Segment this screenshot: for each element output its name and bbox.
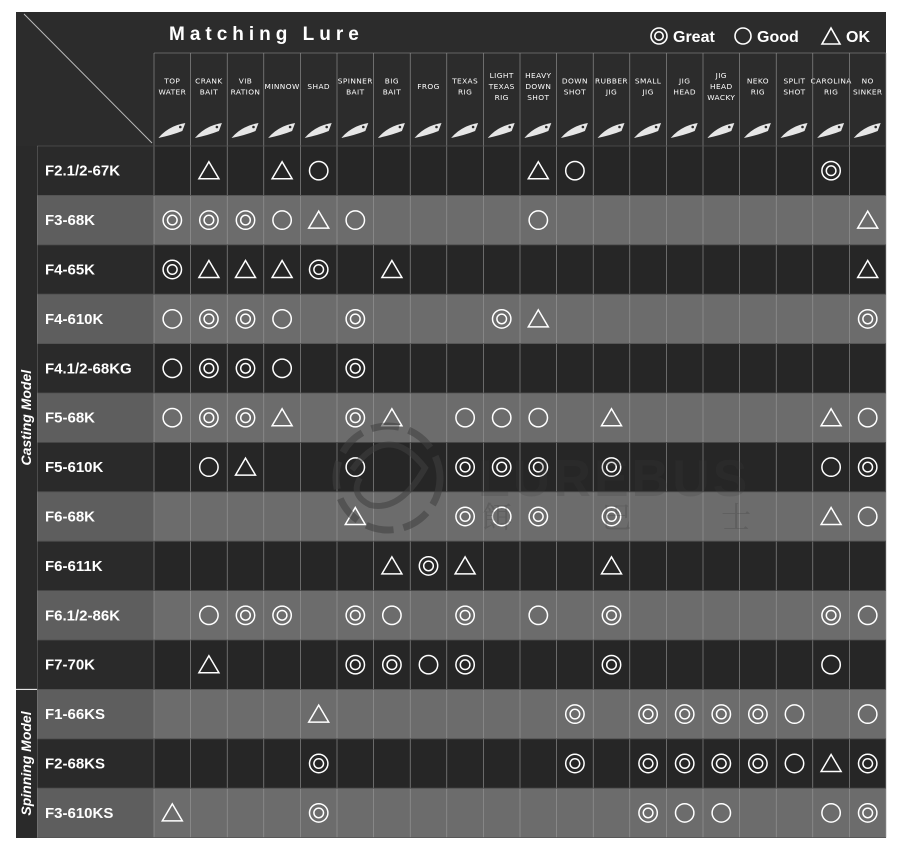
column-label: MINNOW — [264, 82, 300, 91]
model-name: F6-68K — [45, 508, 96, 526]
lure-icon-eye — [252, 126, 255, 129]
row-background — [37, 591, 886, 640]
table-row — [37, 294, 886, 343]
column-label: RIG — [494, 93, 509, 102]
group-label — [16, 146, 37, 689]
column-label: HEAVY — [525, 71, 552, 80]
table-row — [37, 245, 886, 294]
model-name: F2-68KS — [45, 755, 106, 773]
model-name: F6.1/2-86K — [45, 607, 121, 625]
column-label: JIG — [679, 76, 691, 86]
model-name: F7-70K — [45, 656, 96, 674]
column-label: JIG — [715, 71, 727, 80]
table-row — [37, 541, 886, 590]
lure-icon-eye — [472, 126, 475, 129]
table-row — [37, 195, 886, 244]
lure-icon-eye — [691, 126, 694, 129]
table-row — [37, 689, 886, 738]
chart-title: Matching Lure — [169, 24, 364, 45]
legend-label-ok: OK — [846, 29, 870, 46]
row-background — [37, 294, 886, 343]
row-background — [37, 788, 886, 837]
column-label: HEAD — [673, 87, 696, 97]
lure-icon-eye — [545, 126, 548, 129]
legend-label-good: Good — [757, 29, 799, 46]
column-label: VIB — [238, 76, 253, 86]
lure-icon-eye — [618, 126, 621, 129]
column-label: FROG — [417, 82, 440, 91]
lure-icon-eye — [655, 126, 658, 129]
column-label: TEXAS — [488, 82, 515, 91]
column-label: CRANK — [195, 76, 223, 86]
column-label: SHOT — [563, 87, 586, 97]
lure-icon-eye — [399, 126, 402, 129]
table-row — [37, 393, 886, 442]
row-background — [37, 245, 886, 294]
lure-icon-eye — [801, 126, 804, 129]
group-label — [16, 689, 37, 837]
row-background — [37, 146, 886, 195]
column-label: JIG — [642, 87, 654, 97]
table-row — [37, 640, 886, 689]
column-label: DOWN — [525, 82, 552, 91]
column-label: BAIT — [382, 87, 402, 97]
model-name: F3-68K — [45, 212, 96, 230]
lure-icon-eye — [179, 126, 182, 129]
row-background — [37, 393, 886, 442]
lure-icon-eye — [508, 126, 511, 129]
column-label: SHOT — [783, 87, 806, 97]
column-label: HEAD — [710, 82, 733, 91]
model-name: F1-66KS — [45, 706, 106, 724]
column-label: SPINNER — [337, 76, 373, 86]
model-name: F5-610K — [45, 459, 104, 477]
row-background — [37, 344, 886, 393]
column-label: WATER — [158, 87, 187, 97]
row-background — [37, 739, 886, 788]
column-label: NO — [861, 76, 874, 86]
column-label: SHAD — [307, 82, 331, 91]
lure-icon-eye — [838, 126, 841, 129]
model-name: F6-611K — [45, 557, 103, 575]
model-name: F2.1/2-67K — [45, 162, 121, 180]
row-background — [37, 689, 886, 738]
table-row — [37, 146, 886, 195]
column-label: SMALL — [634, 76, 662, 86]
column-label: RATION — [230, 87, 261, 97]
table-row — [37, 591, 886, 640]
table-row — [37, 442, 886, 491]
column-label: SHOT — [527, 93, 550, 102]
column-label: TOP — [164, 76, 181, 86]
row-background — [37, 442, 886, 491]
row-background — [37, 640, 886, 689]
model-group-labels — [16, 146, 37, 838]
model-name: F4.1/2-68KG — [45, 360, 132, 378]
lure-icon-eye — [325, 126, 328, 129]
column-label: RIG — [750, 87, 766, 97]
column-label: SINKER — [852, 87, 883, 97]
column-label: LIGHT — [489, 71, 514, 80]
table-row — [37, 788, 886, 837]
lure-icon-eye — [435, 126, 438, 129]
column-label: RUBBER — [595, 76, 628, 86]
lure-icon-eye — [362, 126, 365, 129]
model-name: F3-610KS — [45, 804, 114, 822]
column-label: BIG — [384, 76, 399, 86]
column-label: RIG — [823, 87, 839, 97]
lure-icon-eye — [216, 126, 219, 129]
model-name: F5-68K — [45, 409, 96, 427]
lure-icon-eye — [728, 126, 731, 129]
column-label: RIG — [457, 87, 473, 97]
legend-label-great: Great — [673, 29, 715, 46]
lure-icon-eye — [874, 126, 877, 129]
model-name: F4-610K — [45, 310, 104, 328]
lure-icon-eye — [582, 126, 585, 129]
column-label: NEKO — [746, 76, 769, 86]
column-label: BAIT — [199, 87, 219, 97]
watermark-subtext: 餌 巴 士 — [482, 501, 792, 536]
lure-icon-eye — [765, 126, 768, 129]
model-name: F4-65K — [45, 261, 96, 279]
row-background — [37, 195, 886, 244]
table-row — [37, 739, 886, 788]
column-label: SPLIT — [783, 76, 806, 86]
column-label: DOWN — [561, 76, 588, 86]
column-label: JIG — [605, 87, 618, 97]
column-label: BAIT — [346, 87, 365, 97]
column-label: TEXAS — [452, 76, 479, 86]
table-row — [37, 344, 886, 393]
row-background — [37, 541, 886, 590]
group-label-text: Spinning Model — [18, 711, 34, 816]
group-label-text: Casting Model — [18, 369, 34, 466]
lure-icon-eye — [289, 126, 292, 129]
column-label: WACKY — [707, 93, 736, 102]
column-label: CAROLINA — [810, 76, 852, 86]
watermark-text: LUREBUS — [478, 450, 751, 508]
